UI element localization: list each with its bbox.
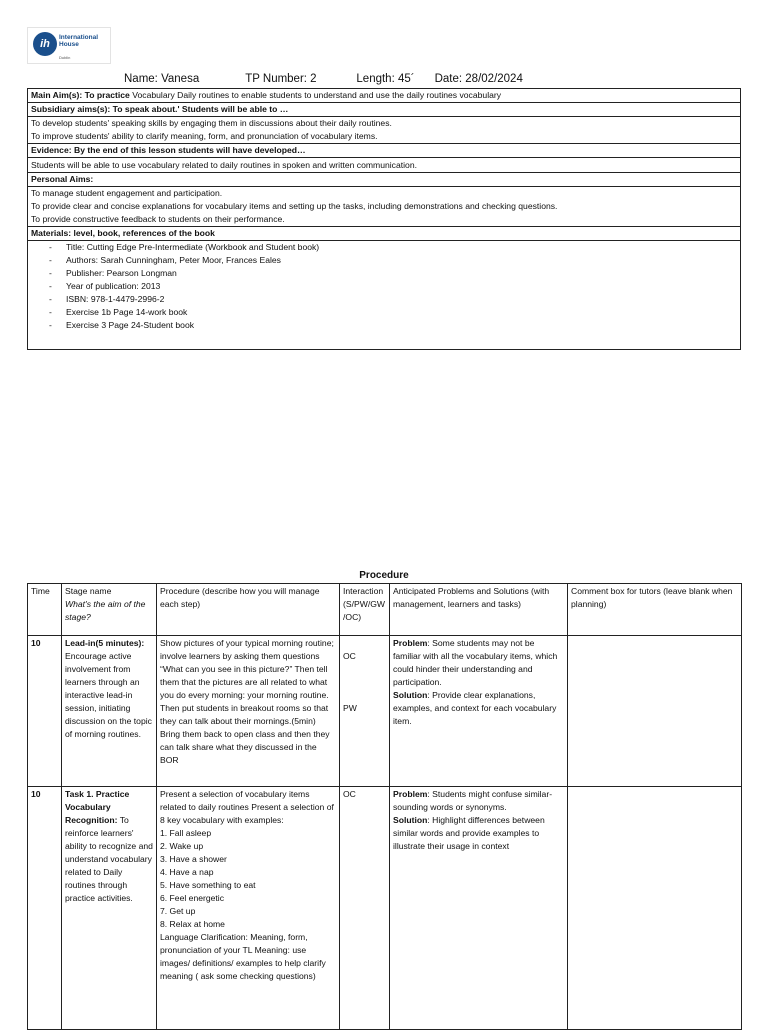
logo-mark: ih: [33, 32, 57, 56]
materials-label: Materials: level, book, references of the book: [28, 227, 740, 241]
list-item: - Exercise 1b Page 14-work book: [49, 306, 740, 319]
list-item: 8. Relax at home: [160, 919, 225, 929]
tp-number: TP Number: 2: [245, 73, 317, 85]
lesson-date: Date: 28/02/2024: [434, 73, 523, 85]
evidence-label: Evidence: By the end of this lesson students will have developed…: [28, 144, 740, 158]
personal-aims-label: Personal Aims:: [28, 173, 740, 187]
row-stage: Lead-in(5 minutes): Encourage active involvement from learners through an interactive lead-in session, initiating discussion on the topic of morning routines.: [62, 636, 157, 787]
lesson-length: Length: 45´: [356, 73, 415, 85]
list-item: - Title: Cutting Edge Pre-Intermediate (Workbook and Student book): [49, 241, 740, 254]
header-stage: Stage name What's the aim of the stage?: [62, 584, 157, 636]
list-item: 4. Have a nap: [160, 867, 214, 877]
header-problems: Anticipated Problems and Solutions (with management, learners and tasks): [390, 584, 568, 636]
table-header-row: [28, 584, 742, 636]
row-stage: Task 1. Practice Vocabulary Recognition: To reinforce learners' ability to recognize and understand vocabulary related to Daily routines through practice activities.: [62, 787, 157, 1030]
evidence-text: Students will be able to use vocabulary related to daily routines in spoken and written communication.: [28, 158, 740, 173]
row-procedure: Show pictures of your typical morning routine; involve learners by asking them questions “What can you see in this picture?” Then tell them that the pictures are all related to what you do every morning: your morning routine. Then put students in breakout rooms so that they can talk about their mornings.(5min) Bring them back to open class and then they can talk share what they discussed in the BOR: [157, 636, 340, 787]
list-item: 7. Get up: [160, 906, 196, 916]
row-procedure: Present a selection of vocabulary items related to daily routines Present a selection of 8 key vocabulary with examples: 1. Fall asleep 2. Wake up 3. Have a shower 4. Have a nap 5. Have something to eat 6. Feel energetic 7. Get up 8. Relax at home Language Clarification: Meaning, form, pronunciation of your TL Meaning: use images/ definitions/ examples to help clarify meaning ( ask some checking questions): [157, 787, 340, 1030]
institution-logo: [27, 27, 111, 64]
header-time: Time: [28, 584, 62, 636]
header-procedure: Procedure (describe how you will manage each step): [157, 584, 340, 636]
row-comment: [568, 636, 742, 787]
list-item: 6. Feel energetic: [160, 893, 225, 903]
list-item: - Publisher: Pearson Longman: [49, 267, 740, 280]
list-item: 3. Have a shower: [160, 854, 227, 864]
header-comment: Comment box for tutors (leave blank when planning): [568, 584, 742, 636]
row-time: 10: [28, 636, 62, 787]
list-item: - ISBN: 978-1-4479-2996-2: [49, 293, 740, 306]
logo-wordmark: International House: [59, 34, 99, 48]
row-problems: Problem: Some students may not be familiar with all the vocabulary items, which could hinder their understanding and participation. Solution: Provide clear explanations, examples, and context for each vocabulary item.: [390, 636, 568, 787]
row-interaction: OC PW: [340, 636, 390, 787]
aims-box: [27, 88, 741, 350]
list-item: 5. Have something to eat: [160, 880, 256, 890]
row-problems: Problem: Students might confuse similar-sounding words or synonyms. Solution: Highlight differences between similar words and provide examples to illustrate their usage in context: [390, 787, 568, 1030]
list-item: 1. Fall asleep: [160, 828, 212, 838]
procedure-title: Procedure: [359, 570, 409, 581]
table-row: [28, 787, 742, 1030]
list-item: - Year of publication: 2013: [49, 280, 740, 293]
materials: [28, 241, 740, 332]
main-aim: Main Aim(s): To practice Vocabulary Daily routines to enable students to understand and use the daily routines vocabulary: [28, 89, 740, 103]
subsidiary-aims: To develop students' speaking skills by engaging them in discussions about their daily routines. To improve students' ability to clarify meaning, form, and pronunciation of vocabulary items.: [28, 117, 740, 144]
list-item: 2. Wake up: [160, 841, 204, 851]
row-interaction: OC: [340, 787, 390, 1030]
procedure-table: [27, 583, 742, 1030]
personal-aims: To manage student engagement and participation. To provide clear and concise explanations for vocabulary items and setting up the tasks, including demonstrations and checking questions. To provide constructive feedback to students on their performance.: [28, 187, 740, 227]
row-comment: [568, 787, 742, 1030]
vocabulary-list: [160, 827, 336, 931]
subsidiary-aims-label: Subsidiary aims(s): To speak about.' Students will be able to …: [28, 103, 740, 117]
materials-list: [31, 241, 740, 332]
header-interaction: Interaction (S/PW/GW /OC): [340, 584, 390, 636]
row-time: 10: [28, 787, 62, 1030]
teacher-name: Name: Vanesa: [124, 73, 200, 85]
lesson-header: [124, 73, 523, 85]
list-item: - Authors: Sarah Cunningham, Peter Moor, Frances Eales: [49, 254, 740, 267]
table-row: [28, 636, 742, 787]
logo-subtext: Dublin: [59, 55, 71, 60]
list-item: - Exercise 3 Page 24-Student book: [49, 319, 740, 332]
